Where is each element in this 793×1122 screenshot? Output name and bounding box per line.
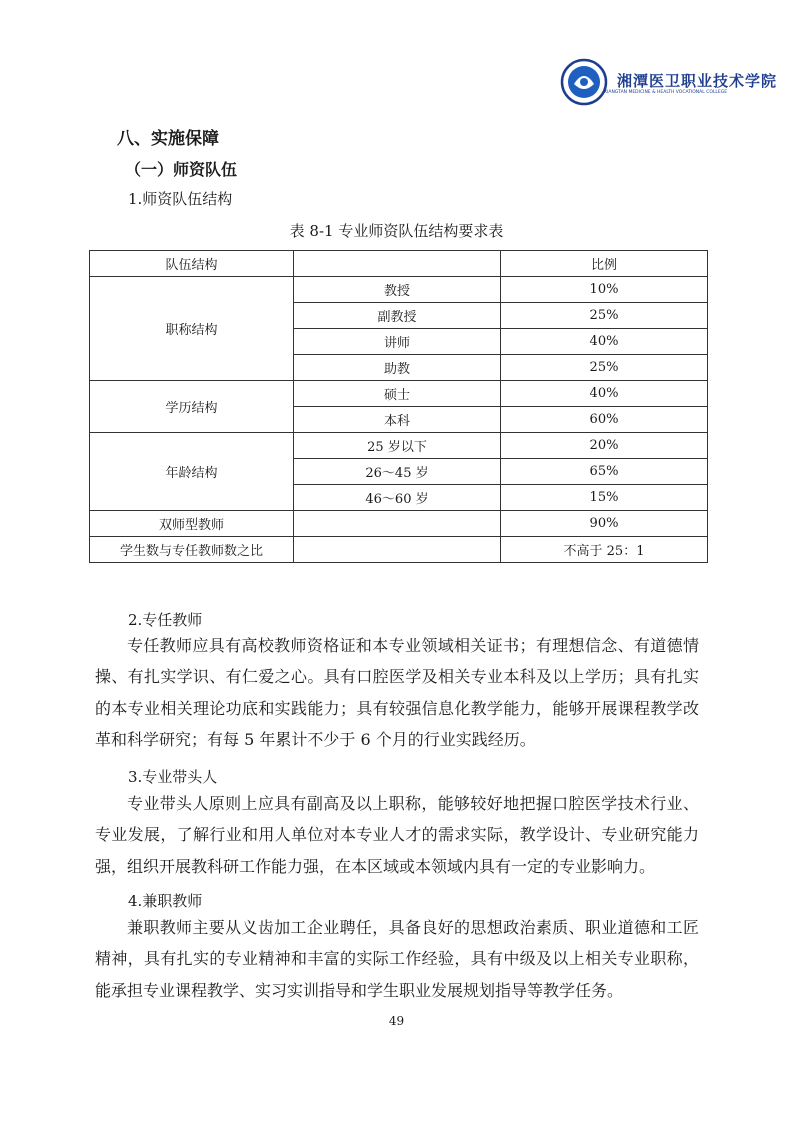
ratio-cell: 40%	[501, 381, 708, 407]
header-cell: 比例	[501, 251, 708, 277]
item-cell: 讲师	[294, 329, 501, 355]
college-emblem-icon	[560, 58, 616, 106]
header-cell	[294, 251, 501, 277]
ratio-cell: 10%	[501, 277, 708, 303]
table-row	[90, 511, 708, 537]
ratio-cell: 25%	[501, 355, 708, 381]
group-label: 学生数与专任教师数之比	[90, 537, 294, 563]
item-cell: 助教	[294, 355, 501, 381]
logo-text-en: XIANGTAN MEDICINE & HEALTH VOCATIONAL COLLEGE	[604, 90, 728, 95]
paragraph: 兼职教师主要从义齿加工企业聘任，具备良好的思想政治素质、职业道德和工匠精神，具有扎实的专业精神和丰富的实际工作经验，具有中级及以上相关专业职称，能承担专业课程教学、实习实训指导和学生职业发展规划指导等教学任务。	[95, 918, 699, 1000]
item-cell: 教授	[294, 277, 501, 303]
table-header-row	[90, 251, 708, 277]
table-row	[90, 433, 708, 459]
item-cell: 26～45 岁	[294, 459, 501, 485]
subsection-heading: 1.师资队伍结构	[128, 190, 233, 208]
ratio-cell: 不高于 25：1	[501, 537, 708, 563]
staff-structure-table	[89, 250, 708, 563]
paragraph: 专业带头人原则上应具有副高及以上职称，能够较好地把握口腔医学技术行业、专业发展，了解行业和用人单位对本专业人才的需求实际，教学设计、专业研究能力强，组织开展教科研工作能力强，在本区域或本领域内具有一定的专业影响力。	[95, 794, 699, 876]
ratio-cell: 65%	[501, 459, 708, 485]
item-cell: 25 岁以下	[294, 433, 501, 459]
ratio-cell: 90%	[501, 511, 708, 537]
group-label: 双师型教师	[90, 511, 294, 537]
subsection-heading: 4.兼职教师	[128, 892, 203, 910]
ratio-cell: 20%	[501, 433, 708, 459]
subsection-heading: 3.专业带头人	[128, 768, 218, 786]
group-label: 年龄结构	[90, 433, 294, 511]
group-label: 职称结构	[90, 277, 294, 381]
page-number: 49	[388, 1014, 405, 1028]
ratio-cell: 60%	[501, 407, 708, 433]
item-cell: 46～60 岁	[294, 485, 501, 511]
item-cell: 本科	[294, 407, 501, 433]
table-row	[90, 537, 708, 563]
section-title: 八、实施保障	[117, 129, 219, 149]
item-cell	[294, 511, 501, 537]
ratio-cell: 25%	[501, 303, 708, 329]
header-cell: 队伍结构	[90, 251, 294, 277]
group-label: 学历结构	[90, 381, 294, 433]
table-caption: 表 8-1 专业师资队伍结构要求表	[289, 222, 504, 240]
item-cell: 副教授	[294, 303, 501, 329]
ratio-cell: 15%	[501, 485, 708, 511]
table-row	[90, 381, 708, 407]
item-cell	[294, 537, 501, 563]
section-subtitle: （一）师资队伍	[125, 160, 238, 179]
item-cell: 硕士	[294, 381, 501, 407]
subsection-heading: 2.专任教师	[128, 611, 203, 629]
ratio-cell: 40%	[501, 329, 708, 355]
paragraph: 专任教师应具有高校教师资格证和本专业领域相关证书；有理想信念、有道德情操、有扎实学识、有仁爱之心。具有口腔医学及相关专业本科及以上学历；具有扎实的本专业相关理论功底和实践能力；具有较强信息化教学能力，能够开展课程教学改革和科学研究；有每 5 年累计不少于 6 个月的行业实践经历。	[95, 636, 699, 749]
table-row	[90, 277, 708, 303]
logo-text-cn: 湘潭医卫职业技术学院	[617, 72, 778, 90]
